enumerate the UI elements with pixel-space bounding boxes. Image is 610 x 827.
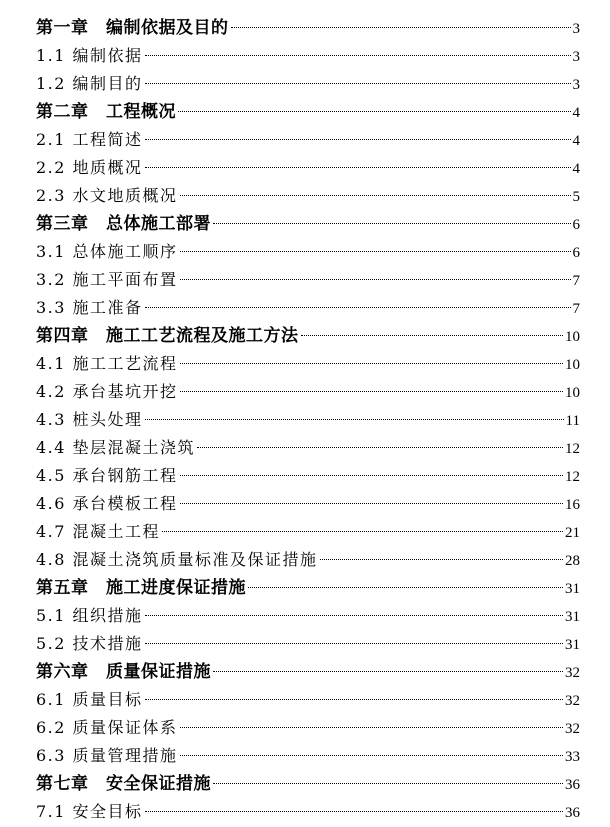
toc-entry-title: 4.6 承台模板工程 xyxy=(36,494,178,513)
toc-page-number: 33 xyxy=(565,749,580,765)
toc-section-entry[interactable] xyxy=(36,350,580,378)
dot-leader xyxy=(180,475,563,476)
dot-leader xyxy=(180,503,563,504)
toc-page-number: 31 xyxy=(565,637,580,653)
dot-leader xyxy=(180,195,571,196)
dot-leader xyxy=(180,727,563,728)
toc-section-entry[interactable] xyxy=(36,798,580,826)
toc-section-entry[interactable] xyxy=(36,518,580,546)
toc-entry-title: 4.1 施工工艺流程 xyxy=(36,354,178,373)
toc-entry-title: 第一章 编制依据及目的 xyxy=(36,18,229,38)
toc-section-entry[interactable] xyxy=(36,266,580,294)
toc-chapter-entry[interactable] xyxy=(36,322,580,350)
toc-section-entry[interactable] xyxy=(36,70,580,98)
dot-leader xyxy=(248,587,563,588)
toc-entry-title: 3.2 施工平面布置 xyxy=(36,270,178,289)
toc-page-number: 5 xyxy=(572,189,580,205)
toc-entry-title: 3.1 总体施工顺序 xyxy=(36,242,178,261)
toc-page-number: 32 xyxy=(565,665,580,681)
toc-chapter-entry[interactable] xyxy=(36,98,580,126)
dot-leader xyxy=(145,139,571,140)
toc-page-number: 36 xyxy=(565,777,580,793)
toc-entry-title: 第四章 施工工艺流程及施工方法 xyxy=(36,326,299,346)
toc-section-entry[interactable] xyxy=(36,714,580,742)
toc-page-number: 10 xyxy=(565,357,580,373)
toc-section-entry[interactable] xyxy=(36,462,580,490)
toc-entry-title: 6.1 质量目标 xyxy=(36,690,143,709)
toc-entry-title: 2.1 工程简述 xyxy=(36,130,143,149)
toc-section-entry[interactable] xyxy=(36,238,580,266)
toc-entry-title: 5.1 组织措施 xyxy=(36,606,143,625)
dot-leader xyxy=(145,55,571,56)
dot-leader xyxy=(145,307,571,308)
toc-section-entry[interactable] xyxy=(36,406,580,434)
toc-section-entry[interactable] xyxy=(36,546,580,574)
toc-chapter-entry[interactable] xyxy=(36,574,580,602)
toc-chapter-entry[interactable] xyxy=(36,14,580,42)
toc-section-entry[interactable] xyxy=(36,378,580,406)
dot-leader xyxy=(197,447,563,448)
toc-section-entry[interactable] xyxy=(36,742,580,770)
toc-page-number: 3 xyxy=(572,49,580,65)
toc-page-number: 4 xyxy=(572,161,580,177)
toc-page-number: 12 xyxy=(565,441,580,457)
toc-entry-title: 4.8 混凝土浇筑质量标准及保证措施 xyxy=(36,550,318,569)
dot-leader xyxy=(213,783,563,784)
toc-section-entry[interactable] xyxy=(36,182,580,210)
toc-entry-title: 5.2 技术措施 xyxy=(36,634,143,653)
toc-section-entry[interactable] xyxy=(36,294,580,322)
toc-page-number: 10 xyxy=(565,329,580,345)
dot-leader xyxy=(301,335,564,336)
dot-leader xyxy=(145,419,564,420)
toc-section-entry[interactable] xyxy=(36,126,580,154)
toc-entry-title: 4.2 承台基坑开挖 xyxy=(36,382,178,401)
table-of-contents xyxy=(36,14,580,826)
toc-entry-title: 1.1 编制依据 xyxy=(36,46,143,65)
toc-page-number: 11 xyxy=(565,413,580,429)
toc-page-number: 31 xyxy=(565,609,580,625)
dot-leader xyxy=(145,167,571,168)
dot-leader xyxy=(145,811,563,812)
toc-entry-title: 4.7 混凝土工程 xyxy=(36,522,161,541)
dot-leader xyxy=(180,755,563,756)
toc-entry-title: 1.2 编制目的 xyxy=(36,74,143,93)
toc-chapter-entry[interactable] xyxy=(36,770,580,798)
dot-leader xyxy=(145,83,571,84)
toc-page-number: 7 xyxy=(572,301,580,317)
toc-page-number: 3 xyxy=(572,21,580,37)
toc-section-entry[interactable] xyxy=(36,490,580,518)
toc-page-number: 4 xyxy=(572,105,580,121)
dot-leader xyxy=(145,615,563,616)
toc-entry-title: 第三章 总体施工部署 xyxy=(36,214,211,234)
toc-section-entry[interactable] xyxy=(36,42,580,70)
dot-leader xyxy=(180,391,563,392)
toc-page-number: 31 xyxy=(565,581,580,597)
toc-entry-title: 第五章 施工进度保证措施 xyxy=(36,578,246,598)
toc-page-number: 4 xyxy=(572,133,580,149)
toc-section-entry[interactable] xyxy=(36,686,580,714)
toc-page-number: 32 xyxy=(565,721,580,737)
dot-leader xyxy=(180,279,571,280)
toc-page-number: 36 xyxy=(565,805,580,821)
toc-entry-title: 4.3 桩头处理 xyxy=(36,410,143,429)
dot-leader xyxy=(213,223,571,224)
toc-chapter-entry[interactable] xyxy=(36,658,580,686)
dot-leader xyxy=(145,699,563,700)
dot-leader xyxy=(162,531,563,532)
toc-section-entry[interactable] xyxy=(36,154,580,182)
dot-leader xyxy=(180,251,571,252)
dot-leader xyxy=(180,363,563,364)
toc-page-number: 6 xyxy=(572,217,580,233)
toc-entry-title: 第七章 安全保证措施 xyxy=(36,774,211,794)
toc-page-number: 28 xyxy=(565,553,580,569)
toc-page-number: 6 xyxy=(572,245,580,261)
dot-leader xyxy=(213,671,563,672)
toc-entry-title: 2.3 水文地质概况 xyxy=(36,186,178,205)
toc-page-number: 3 xyxy=(572,77,580,93)
toc-entry-title: 4.5 承台钢筋工程 xyxy=(36,466,178,485)
toc-page-number: 16 xyxy=(565,497,580,513)
dot-leader xyxy=(320,559,563,560)
toc-entry-title: 2.2 地质概况 xyxy=(36,158,143,177)
toc-entry-title: 第六章 质量保证措施 xyxy=(36,662,211,682)
toc-section-entry[interactable] xyxy=(36,602,580,630)
dot-leader xyxy=(178,111,571,112)
toc-entry-title: 4.4 垫层混凝土浇筑 xyxy=(36,438,196,457)
toc-entry-title: 6.3 质量管理措施 xyxy=(36,746,178,765)
toc-entry-title: 7.1 安全目标 xyxy=(36,802,143,821)
toc-section-entry[interactable] xyxy=(36,630,580,658)
toc-page-number: 12 xyxy=(565,469,580,485)
toc-page-number: 7 xyxy=(572,273,580,289)
toc-entry-title: 第二章 工程概况 xyxy=(36,102,176,122)
toc-chapter-entry[interactable] xyxy=(36,210,580,238)
toc-page-number: 10 xyxy=(565,385,580,401)
toc-section-entry[interactable] xyxy=(36,434,580,462)
dot-leader xyxy=(145,643,563,644)
toc-entry-title: 6.2 质量保证体系 xyxy=(36,718,178,737)
dot-leader xyxy=(231,27,571,28)
toc-page-number: 21 xyxy=(565,525,580,541)
toc-page-number: 32 xyxy=(565,693,580,709)
toc-entry-title: 3.3 施工准备 xyxy=(36,298,143,317)
